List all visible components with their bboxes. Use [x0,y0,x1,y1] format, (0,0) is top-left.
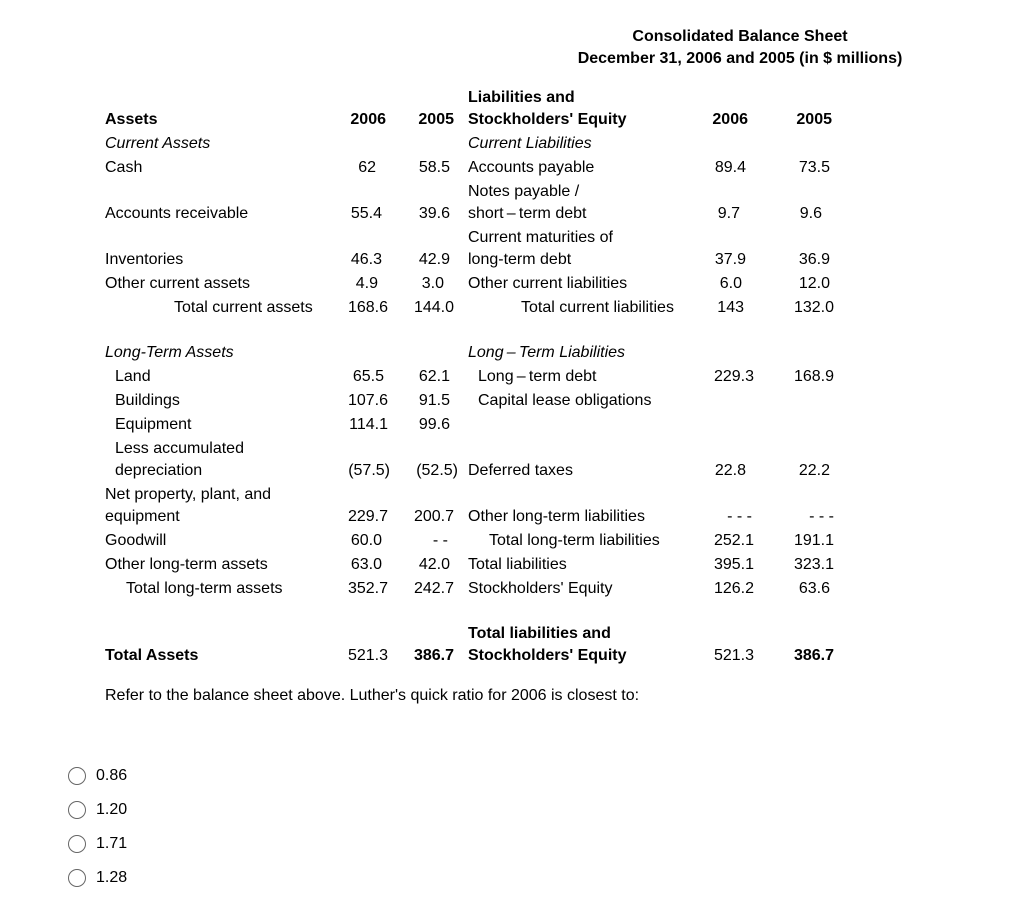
other-current-assets-2005: 3.0 [421,275,444,292]
total-current-liab-label: Total current liabilities [521,299,674,316]
cur-mat-2005: 36.9 [798,251,830,268]
buildings-2005: 91.5 [418,392,450,409]
ar-2006: 55.4 [350,205,382,222]
notes-label-1: Notes payable / [468,183,580,200]
answer-option-3[interactable] [68,832,127,856]
total-current-assets-label: Total current assets [174,299,313,316]
cur-mat-label-2: long-term debt [468,251,572,268]
total-liab-2006: 395.1 [713,556,754,573]
inventories-2005: 42.9 [418,251,450,268]
total-current-liab-2005: 132.0 [793,299,834,316]
less-accum-2006: (57.5) [348,462,390,479]
radio-button-icon[interactable] [68,835,86,853]
long-term-liab-heading: Long – Term Liabilities [468,344,626,361]
ap-2006: 89.4 [714,159,746,176]
sheet-title: Consolidated Balance Sheet [632,28,848,45]
goodwill-2005: - - [432,532,448,549]
total-lt-liab-2006: 252.1 [713,532,754,549]
other-current-liab-label: Other current liabilities [468,275,628,292]
ar-label: Accounts receivable [105,205,249,222]
net-ppe-2006: 229.7 [347,508,388,525]
other-lt-liab-2006: - - - [727,508,752,525]
answer-option-label: 1.20 [96,801,128,818]
cash-2005: 58.5 [418,159,450,176]
cur-mat-label-1: Current maturities of [468,229,613,246]
total-liab-label: Total liabilities [468,556,567,573]
question-text: Refer to the balance sheet above. Luther's quick ratio for 2006 is closest to: [105,687,640,704]
current-liabilities-heading: Current Liabilities [468,135,592,152]
total-lt-assets-label: Total long-term assets [126,580,283,597]
buildings-label: Buildings [115,392,180,409]
net-ppe-label-2: equipment [105,508,180,525]
total-lt-liab-2005: 191.1 [793,532,834,549]
land-2005: 62.1 [418,368,450,385]
buildings-2006: 107.6 [347,392,388,409]
total-le-2006: 521.3 [713,647,754,664]
land-2006: 65.5 [352,368,384,385]
answer-option-label: 0.86 [96,767,128,784]
other-current-assets-2006: 4.9 [355,275,378,292]
ar-2005: 39.6 [418,205,450,222]
liabilities-heading-2: Stockholders' Equity [468,111,627,128]
deferred-taxes-2005: 22.2 [798,462,830,479]
other-lt-liab-label: Other long-term liabilities [468,508,645,525]
total-le-2005: 386.7 [793,647,834,664]
other-lt-assets-label: Other long-term assets [105,556,268,573]
net-ppe-label-1: Net property, plant, and [105,486,272,503]
notes-2005: 9.6 [799,205,822,222]
total-assets-label: Total Assets [105,647,199,664]
total-liab-2005: 323.1 [793,556,834,573]
liabilities-col-2005: 2005 [796,111,832,128]
deferred-taxes-label: Deferred taxes [468,462,573,479]
assets-col-2006: 2006 [350,111,386,128]
net-ppe-2005: 200.7 [413,508,454,525]
less-accum-label-2: depreciation [115,462,203,479]
goodwill-label: Goodwill [105,532,167,549]
notes-2006: 9.7 [717,205,740,222]
radio-button-icon[interactable] [68,767,86,785]
deferred-taxes-2006: 22.8 [714,462,746,479]
equipment-2005: 99.6 [418,416,450,433]
other-current-assets-label: Other current assets [105,275,250,292]
equity-2006: 126.2 [713,580,754,597]
answer-option-4[interactable] [68,866,127,890]
radio-button-icon[interactable] [68,869,86,887]
less-accum-label-1: Less accumulated [115,440,244,457]
total-current-liab-2006: 143 [717,299,744,316]
capital-lease-label: Capital lease obligations [478,392,652,409]
cash-label: Cash [105,159,143,176]
equipment-2006: 114.1 [349,416,388,433]
answer-option-1[interactable] [68,764,127,788]
notes-label-2: short – term debt [468,205,587,222]
answer-option-2[interactable] [68,798,127,822]
total-assets-2006: 521.3 [347,647,388,664]
total-assets-2005: 386.7 [413,647,454,664]
assets-heading: Assets [105,111,158,128]
lt-debt-2006: 229.3 [713,368,754,385]
total-le-label-2: Stockholders' Equity [468,647,627,664]
total-current-assets-2006: 168.6 [347,299,388,316]
radio-button-icon[interactable] [68,801,86,819]
lt-debt-2005: 168.9 [793,368,834,385]
other-lt-liab-2005: - - - [809,508,834,525]
lt-debt-label: Long – term debt [478,368,597,385]
liabilities-col-2006: 2006 [712,111,748,128]
ap-2005: 73.5 [798,159,830,176]
answer-option-label: 1.28 [96,869,128,886]
total-lt-assets-2006: 352.7 [347,580,388,597]
current-assets-heading: Current Assets [105,135,211,152]
inventories-label: Inventories [105,251,184,268]
goodwill-2006: 60.0 [350,532,382,549]
long-term-assets-heading: Long-Term Assets [105,344,234,361]
total-lt-liab-label: Total long-term liabilities [489,532,660,549]
other-lt-assets-2006: 63.0 [350,556,382,573]
other-current-liab-2005: 12.0 [798,275,830,292]
inventories-2006: 46.3 [350,251,382,268]
equity-label: Stockholders' Equity [468,580,613,597]
liabilities-heading-1: Liabilities and [468,89,575,106]
ap-label: Accounts payable [468,159,595,176]
equity-2005: 63.6 [798,580,830,597]
other-lt-assets-2005: 42.0 [418,556,450,573]
answer-option-label: 1.71 [96,835,128,852]
cur-mat-2006: 37.9 [714,251,746,268]
equipment-label: Equipment [115,416,192,433]
assets-col-2005: 2005 [418,111,454,128]
total-current-assets-2005: 144.0 [413,299,454,316]
sheet-subtitle: December 31, 2006 and 2005 (in $ millions) [577,50,903,67]
other-current-liab-2006: 6.0 [719,275,742,292]
less-accum-2005: (52.5) [416,462,458,479]
total-lt-assets-2005: 242.7 [413,580,454,597]
land-label: Land [115,368,151,385]
cash-2006: 62 [358,159,376,176]
total-le-label-1: Total liabilities and [468,625,611,642]
